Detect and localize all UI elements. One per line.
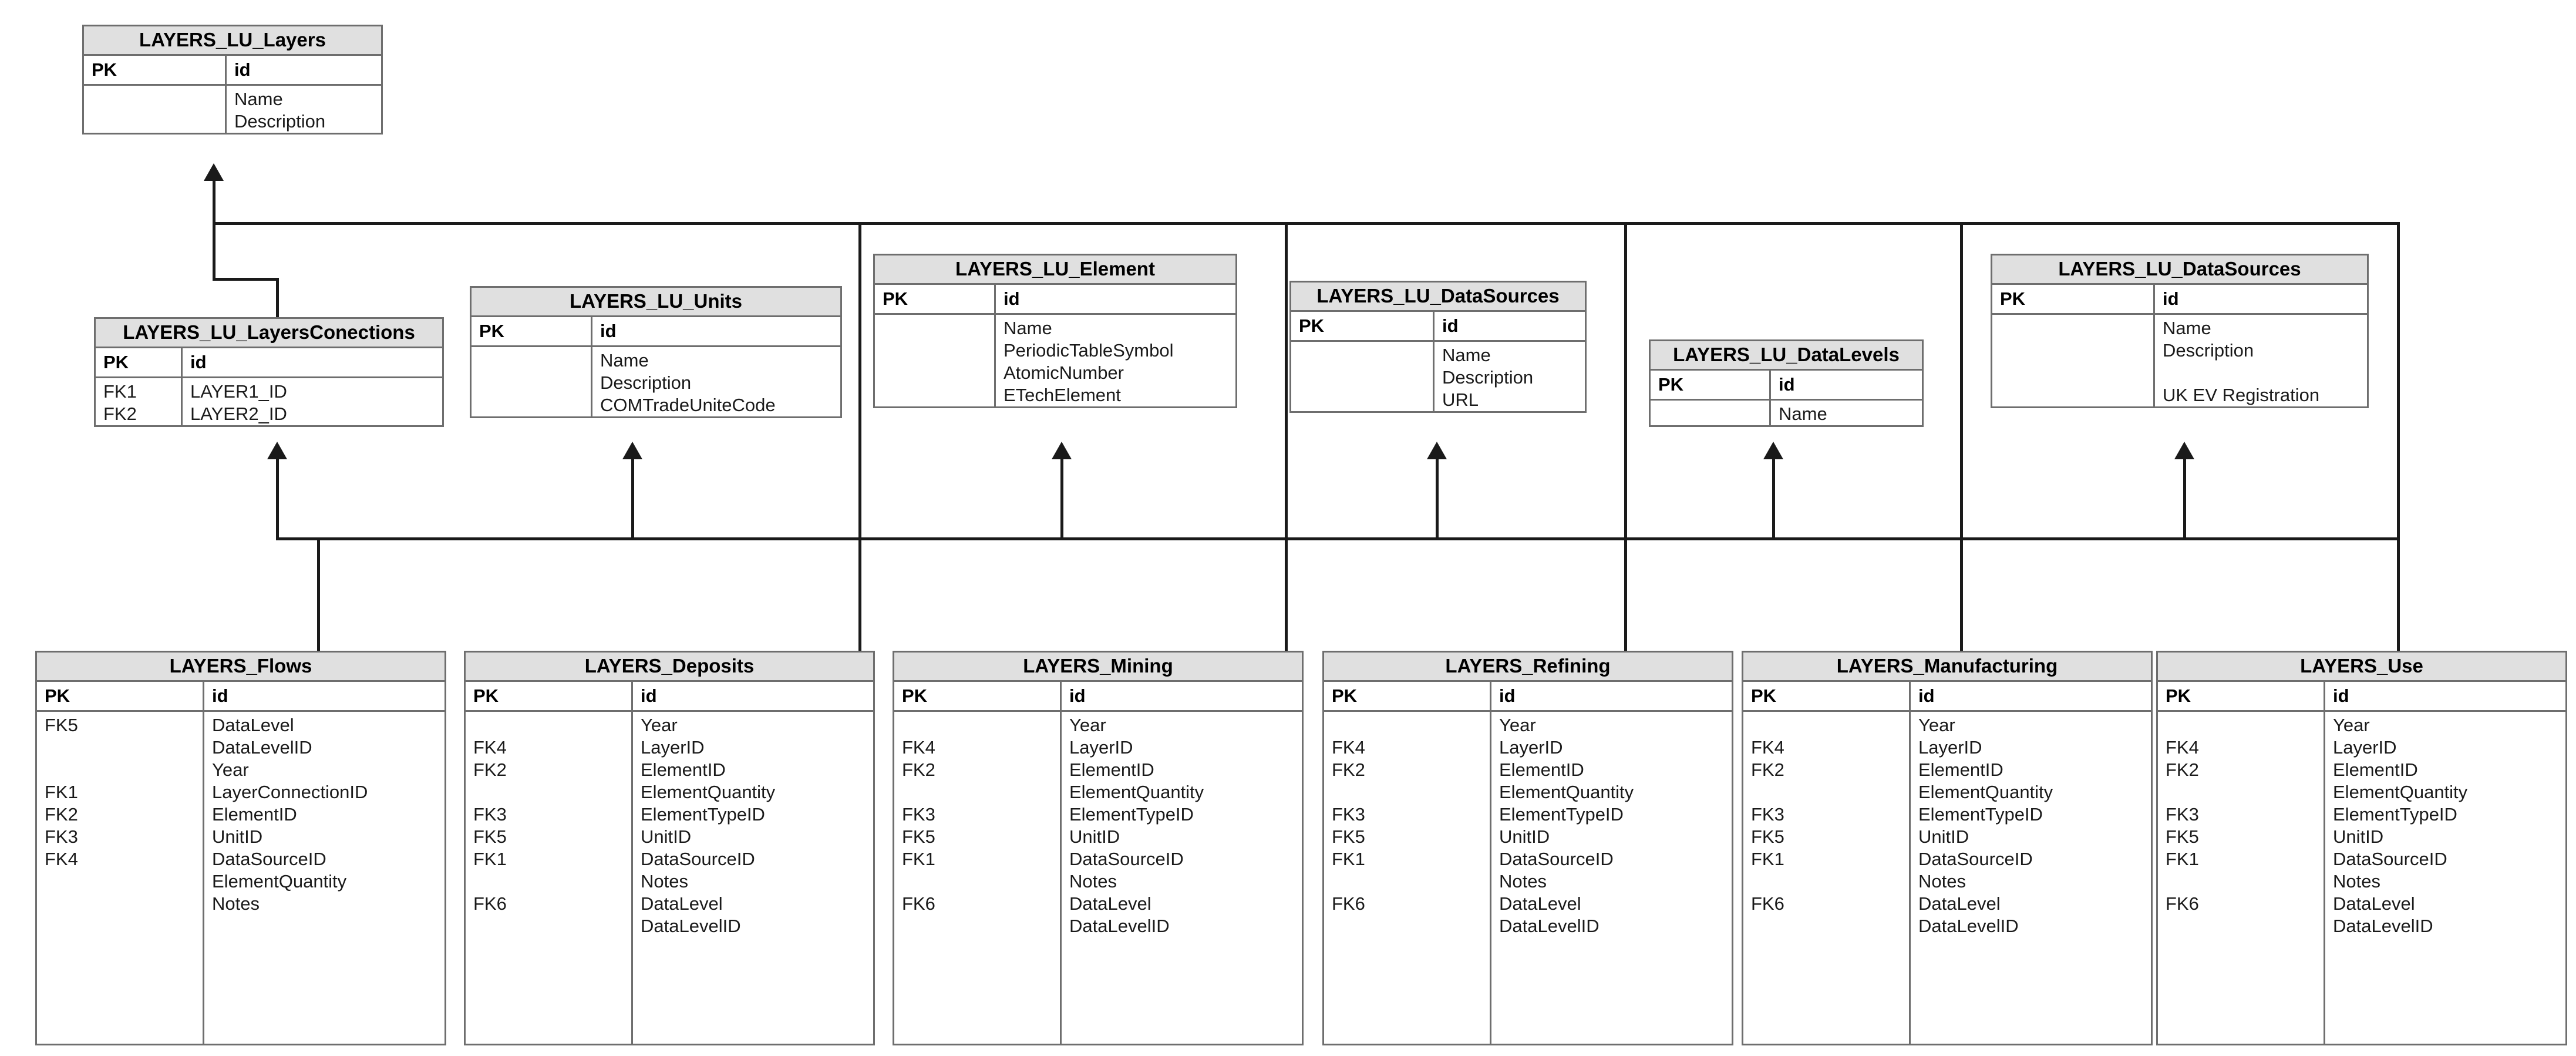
key-field: FK3	[45, 826, 78, 847]
entity-layers-use[interactable]	[2156, 651, 2567, 1045]
entity-title: LAYERS_Deposits	[466, 653, 873, 682]
entity-body	[875, 285, 1235, 406]
attr-field-list	[1911, 712, 2151, 937]
entity-body	[1743, 682, 2151, 1045]
connector-lu-units-stem	[631, 455, 634, 539]
attr-field: DataSourceID	[1918, 849, 2033, 869]
entity-key-column	[1651, 371, 1771, 425]
entity-attribute-column	[227, 56, 381, 133]
key-field-list	[96, 378, 181, 425]
key-field: FK1	[1751, 849, 1784, 869]
entity-attribute-column	[996, 285, 1235, 406]
attr-field: DataLevel	[1499, 893, 1581, 914]
entity-key-column	[96, 348, 183, 425]
entity-layers-lu-units[interactable]	[470, 286, 842, 418]
entity-title: LAYERS_LU_Units	[472, 288, 840, 317]
entity-attribute-column	[1911, 682, 2151, 1045]
attr-field: ETechElement	[1004, 385, 1121, 405]
key-field: FK2	[2166, 759, 2199, 780]
key-field: FK2	[45, 804, 78, 825]
key-field	[902, 915, 1060, 937]
key-field: FK6	[1332, 893, 1365, 914]
key-field-list	[37, 712, 203, 915]
entity-body	[1651, 371, 1922, 425]
attr-field: Name	[1779, 403, 1827, 424]
entity-key-column	[1992, 285, 2155, 406]
attr-field: DataSourceID	[2333, 849, 2447, 869]
key-field	[473, 781, 631, 803]
connector-lu-datasources-mid-stem	[1436, 455, 1439, 539]
key-field	[1751, 870, 1909, 893]
key-field: FK5	[473, 826, 507, 847]
attr-field: ElementQuantity	[1499, 782, 1634, 802]
attr-column-header: id	[996, 285, 1235, 315]
key-column-header: PK	[1743, 682, 1909, 712]
attr-field: COMTradeUniteCode	[600, 395, 776, 415]
attr-field: LayerID	[641, 737, 705, 758]
entity-layers-lu-layers[interactable]	[82, 25, 383, 134]
attr-field: ElementTypeID	[1499, 804, 1624, 825]
attr-field-list	[592, 347, 840, 416]
attr-field: LayerID	[1499, 737, 1563, 758]
entity-body	[96, 348, 442, 425]
key-field: FK4	[1332, 737, 1365, 758]
attr-field-list	[183, 378, 442, 425]
key-field	[1332, 781, 1490, 803]
entity-body	[466, 682, 873, 1045]
attr-field: UnitID	[1918, 826, 1969, 847]
entity-title: LAYERS_LU_DataLevels	[1651, 341, 1922, 371]
key-field	[1299, 366, 1433, 389]
attr-field: UnitID	[1069, 826, 1120, 847]
attr-column-header: id	[1435, 312, 1585, 342]
attr-field: UnitID	[641, 826, 692, 847]
attr-field-list	[2325, 712, 2565, 937]
key-column-header: PK	[466, 682, 631, 712]
attr-field: DataLevel	[1918, 893, 2001, 914]
attr-field: ElementTypeID	[1918, 804, 2043, 825]
key-field	[902, 781, 1060, 803]
connector-drop-to-deposits	[858, 222, 861, 655]
key-field: FK5	[45, 715, 78, 735]
attr-field: DataSourceID	[1499, 849, 1614, 869]
connector-drop-to-use	[2397, 222, 2400, 655]
key-field-list	[894, 712, 1060, 937]
entity-attribute-column	[592, 317, 840, 416]
entity-title: LAYERS_LU_LayersConections	[96, 319, 442, 348]
entity-body	[84, 56, 381, 133]
key-field	[1332, 870, 1490, 893]
key-column-header: PK	[875, 285, 994, 315]
entity-key-column	[1291, 312, 1435, 411]
attr-field: Year	[2333, 715, 2370, 735]
attr-field: LayerID	[1069, 737, 1133, 758]
attr-field: DataLevelID	[1499, 916, 1600, 936]
key-field	[902, 714, 1060, 736]
key-field: FK4	[473, 737, 507, 758]
key-field-list	[1743, 712, 1909, 937]
attr-field: ElementQuantity	[641, 782, 776, 802]
attr-field: Year	[641, 715, 678, 735]
attr-field: Year	[212, 759, 249, 780]
attr-field: Name	[1004, 318, 1052, 338]
key-field	[1751, 781, 1909, 803]
key-field-list	[466, 712, 631, 937]
attr-field: AtomicNumber	[1004, 362, 1124, 383]
key-field: FK4	[2166, 737, 2199, 758]
attr-field: Notes	[1499, 871, 1547, 892]
key-field	[473, 915, 631, 937]
key-field: FK4	[902, 737, 935, 758]
key-field: FK1	[902, 849, 935, 869]
attr-field: ElementQuantity	[1918, 782, 2053, 802]
connector-lu-layers-stem	[213, 176, 215, 223]
connector-drop-to-refining	[1624, 222, 1627, 655]
key-field	[1658, 403, 1769, 425]
attr-field: Description	[234, 111, 326, 132]
entity-key-column	[37, 682, 204, 1045]
attr-column-header: id	[1911, 682, 2151, 712]
connector-lu-element-stem	[1060, 455, 1063, 539]
key-column-header: PK	[1651, 371, 1769, 401]
key-field-list	[2158, 712, 2324, 937]
key-field	[2166, 714, 2324, 736]
key-field: FK5	[1751, 826, 1784, 847]
connector-layersconections-stem	[276, 455, 279, 539]
entity-layers-flows[interactable]	[35, 651, 446, 1045]
connector-lower-trunk	[276, 537, 2399, 540]
attr-column-header: id	[2325, 682, 2565, 712]
attr-field: ElementQuantity	[2333, 782, 2468, 802]
entity-title: LAYERS_LU_DataSources	[1992, 255, 2367, 285]
attr-field: DataLevelID	[1918, 916, 2019, 936]
entity-layers-lu-datasources-mid[interactable]	[1289, 281, 1587, 413]
key-field: FK3	[473, 804, 507, 825]
key-field: FK6	[473, 893, 507, 914]
attr-field: DataLevel	[1069, 893, 1151, 914]
attr-field-list	[1771, 401, 1922, 425]
key-field	[45, 736, 203, 759]
entity-attribute-column	[1435, 312, 1585, 411]
key-field: FK1	[103, 381, 137, 402]
entity-attribute-column	[1771, 371, 1922, 425]
attr-field-list	[633, 712, 873, 937]
connector-elbow-vertical-a	[213, 222, 215, 281]
attr-field: URL	[1442, 389, 1479, 410]
key-column-header: PK	[894, 682, 1060, 712]
attr-column-header: id	[1062, 682, 1302, 712]
key-field	[45, 893, 203, 915]
attr-field: Notes	[212, 893, 260, 914]
key-column-header: PK	[96, 348, 181, 378]
attr-field: UnitID	[2333, 826, 2384, 847]
entity-key-column	[466, 682, 633, 1045]
attr-field: Name	[2163, 318, 2211, 338]
entity-attribute-column	[2325, 682, 2565, 1045]
key-field	[1299, 344, 1433, 366]
key-field	[883, 362, 994, 384]
key-field: FK4	[45, 849, 78, 869]
key-field	[479, 349, 591, 372]
key-field	[902, 870, 1060, 893]
key-field: FK2	[1751, 759, 1784, 780]
key-field: FK2	[902, 759, 935, 780]
attr-field: Notes	[2333, 871, 2380, 892]
key-column-header: PK	[1291, 312, 1433, 342]
key-column-header: PK	[1992, 285, 2153, 315]
entity-layers-deposits[interactable]	[464, 651, 875, 1045]
key-field	[883, 339, 994, 362]
key-field: FK1	[2166, 849, 2199, 869]
entity-attribute-column	[204, 682, 445, 1045]
attr-field: DataLevelID	[641, 916, 741, 936]
entity-attribute-column	[1491, 682, 1732, 1045]
attr-field: Name	[234, 89, 283, 109]
entity-key-column	[894, 682, 1062, 1045]
key-field	[45, 759, 203, 781]
key-column-header: PK	[2158, 682, 2324, 712]
attr-field	[2163, 362, 2367, 384]
attr-field-list	[1491, 712, 1732, 937]
key-field-list	[1651, 401, 1769, 425]
attr-field: Notes	[1918, 871, 1966, 892]
attr-field: LAYER2_ID	[190, 403, 287, 424]
attr-column-header: id	[2155, 285, 2367, 315]
entity-layers-lu-datasources-right[interactable]	[1991, 254, 2369, 408]
key-column-header: PK	[37, 682, 203, 712]
attr-field: Name	[1442, 345, 1491, 365]
entity-title: LAYERS_Flows	[37, 653, 445, 682]
key-field	[2166, 915, 2324, 937]
attr-field: ElementTypeID	[641, 804, 765, 825]
attr-field: DataSourceID	[641, 849, 755, 869]
key-field: FK6	[1751, 893, 1784, 914]
key-field: FK3	[902, 804, 935, 825]
key-column-header: PK	[1324, 682, 1490, 712]
entity-body	[1992, 285, 2367, 406]
connector-lu-datalevels-stem	[1772, 455, 1775, 539]
key-field-list	[472, 347, 591, 416]
attr-field: Name	[600, 350, 649, 371]
entity-body	[472, 317, 840, 416]
attr-field: ElementID	[1918, 759, 2003, 780]
connector-lu-datasources-right-stem	[2183, 455, 2186, 539]
attr-field: DataLevelID	[1069, 916, 1170, 936]
entity-title: LAYERS_Mining	[894, 653, 1302, 682]
entity-body	[37, 682, 445, 1045]
attr-field: DataLevelID	[212, 737, 312, 758]
key-field-list	[84, 86, 225, 133]
attr-field: Description	[600, 372, 692, 393]
key-field	[92, 110, 225, 133]
attr-field: ElementTypeID	[1069, 804, 1194, 825]
key-field: FK2	[473, 759, 507, 780]
key-field: FK2	[103, 403, 137, 424]
entity-key-column	[472, 317, 592, 416]
key-field: FK5	[2166, 826, 2199, 847]
attr-field: UnitID	[1499, 826, 1550, 847]
key-field	[1299, 389, 1433, 411]
key-field	[473, 714, 631, 736]
key-field	[2166, 870, 2324, 893]
connector-drop-to-manufacturing	[1960, 222, 1963, 655]
entity-title: LAYERS_LU_Layers	[84, 26, 381, 56]
key-field	[1751, 915, 1909, 937]
key-field-list	[875, 315, 994, 406]
key-field	[2166, 781, 2324, 803]
attr-field: DataLevel	[641, 893, 723, 914]
key-field	[883, 384, 994, 406]
key-field	[1332, 714, 1490, 736]
entity-attribute-column	[2155, 285, 2367, 406]
entity-layers-lu-element[interactable]	[873, 254, 1237, 408]
connector-to-layersconections-top	[276, 278, 279, 323]
attr-field: Description	[2163, 340, 2254, 361]
key-field: FK4	[1751, 737, 1784, 758]
entity-layers-lu-layersconections[interactable]	[94, 317, 444, 427]
entity-key-column	[2158, 682, 2325, 1045]
key-field	[45, 870, 203, 893]
key-field: FK5	[902, 826, 935, 847]
attr-field: UnitID	[212, 826, 263, 847]
key-field: FK1	[1332, 849, 1365, 869]
attr-field: ElementID	[1069, 759, 1154, 780]
key-field	[479, 394, 591, 416]
key-field: FK6	[902, 893, 935, 914]
attr-field: ElementTypeID	[2333, 804, 2457, 825]
attr-field: Notes	[1069, 871, 1117, 892]
attr-column-header: id	[633, 682, 873, 712]
entity-key-column	[84, 56, 227, 133]
entity-layers-mining[interactable]	[893, 651, 1304, 1045]
key-field: FK5	[1332, 826, 1365, 847]
attr-field: Notes	[641, 871, 688, 892]
key-field: FK3	[1332, 804, 1365, 825]
key-field	[1332, 915, 1490, 937]
attr-column-header: id	[183, 348, 442, 378]
entity-title: LAYERS_Refining	[1324, 653, 1732, 682]
connector-drop-to-mining	[1285, 222, 1288, 655]
key-field: FK6	[2166, 893, 2199, 914]
entity-attribute-column	[633, 682, 873, 1045]
attr-field-list	[2155, 315, 2367, 406]
attr-column-header: id	[1491, 682, 1732, 712]
key-field	[479, 372, 591, 394]
attr-field: PeriodicTableSymbol	[1004, 340, 1174, 361]
attr-field: ElementID	[1499, 759, 1584, 780]
attr-field: DataSourceID	[212, 849, 326, 869]
key-field: FK3	[2166, 804, 2199, 825]
entity-title: LAYERS_Use	[2158, 653, 2565, 682]
attr-field: ElementID	[641, 759, 726, 780]
attr-column-header: id	[1771, 371, 1922, 401]
attr-field: LayerConnectionID	[212, 782, 368, 802]
entity-title: LAYERS_LU_DataSources	[1291, 283, 1585, 312]
key-column-header: PK	[84, 56, 225, 86]
attr-field: Description	[1442, 367, 1534, 388]
attr-field-list	[1062, 712, 1302, 937]
attr-field: Year	[1069, 715, 1106, 735]
attr-field: ElementQuantity	[212, 871, 347, 892]
entity-body	[2158, 682, 2565, 1045]
entity-body	[894, 682, 1302, 1045]
attr-field: DataLevel	[212, 715, 294, 735]
entity-attribute-column	[1062, 682, 1302, 1045]
entity-attribute-column	[183, 348, 442, 425]
key-field-list	[1291, 342, 1433, 411]
attr-field: LAYER1_ID	[190, 381, 287, 402]
attr-field-list	[204, 712, 445, 915]
key-field: FK2	[1332, 759, 1365, 780]
attr-column-header: id	[592, 317, 840, 347]
key-field: FK3	[1751, 804, 1784, 825]
attr-field-list	[996, 315, 1235, 406]
entity-title: LAYERS_LU_Element	[875, 255, 1235, 285]
key-field	[473, 870, 631, 893]
key-field	[1751, 714, 1909, 736]
attr-field-list	[227, 86, 381, 133]
key-column-header: PK	[472, 317, 591, 347]
attr-field: LayerID	[1918, 737, 1982, 758]
key-field-list	[1992, 315, 2153, 406]
entity-key-column	[1743, 682, 1911, 1045]
key-field	[92, 88, 225, 110]
entity-title: LAYERS_Manufacturing	[1743, 653, 2151, 682]
attr-column-header: id	[204, 682, 445, 712]
attr-field: ElementQuantity	[1069, 782, 1204, 802]
key-field: FK1	[45, 782, 78, 802]
attr-field: ElementID	[212, 804, 297, 825]
connector-elbow-horizontal-a	[213, 278, 279, 281]
attr-field: Year	[1499, 715, 1536, 735]
attr-field: ElementID	[2333, 759, 2418, 780]
entity-layers-lu-datalevels[interactable]	[1649, 339, 1924, 427]
attr-field: Year	[1918, 715, 1955, 735]
entity-key-column	[1324, 682, 1491, 1045]
attr-field: DataLevelID	[2333, 916, 2433, 936]
key-field	[883, 317, 994, 339]
connector-upper-trunk	[213, 222, 2399, 225]
key-field	[2000, 384, 2153, 406]
entity-body	[1324, 682, 1732, 1045]
attr-field: UK EV Registration	[2163, 385, 2320, 405]
attr-column-header: id	[227, 56, 381, 86]
attr-field: DataLevel	[2333, 893, 2415, 914]
key-field-list	[1324, 712, 1490, 937]
key-field	[2000, 362, 2153, 384]
entity-layers-manufacturing[interactable]	[1742, 651, 2153, 1045]
key-field	[2000, 317, 2153, 339]
entity-body	[1291, 312, 1585, 411]
attr-field-list	[1435, 342, 1585, 411]
attr-field: DataSourceID	[1069, 849, 1184, 869]
attr-field: LayerID	[2333, 737, 2397, 758]
key-field: FK1	[473, 849, 507, 869]
entity-key-column	[875, 285, 996, 406]
connector-drop-to-flows	[317, 537, 320, 655]
entity-layers-refining[interactable]	[1322, 651, 1733, 1045]
key-field	[2000, 339, 2153, 362]
